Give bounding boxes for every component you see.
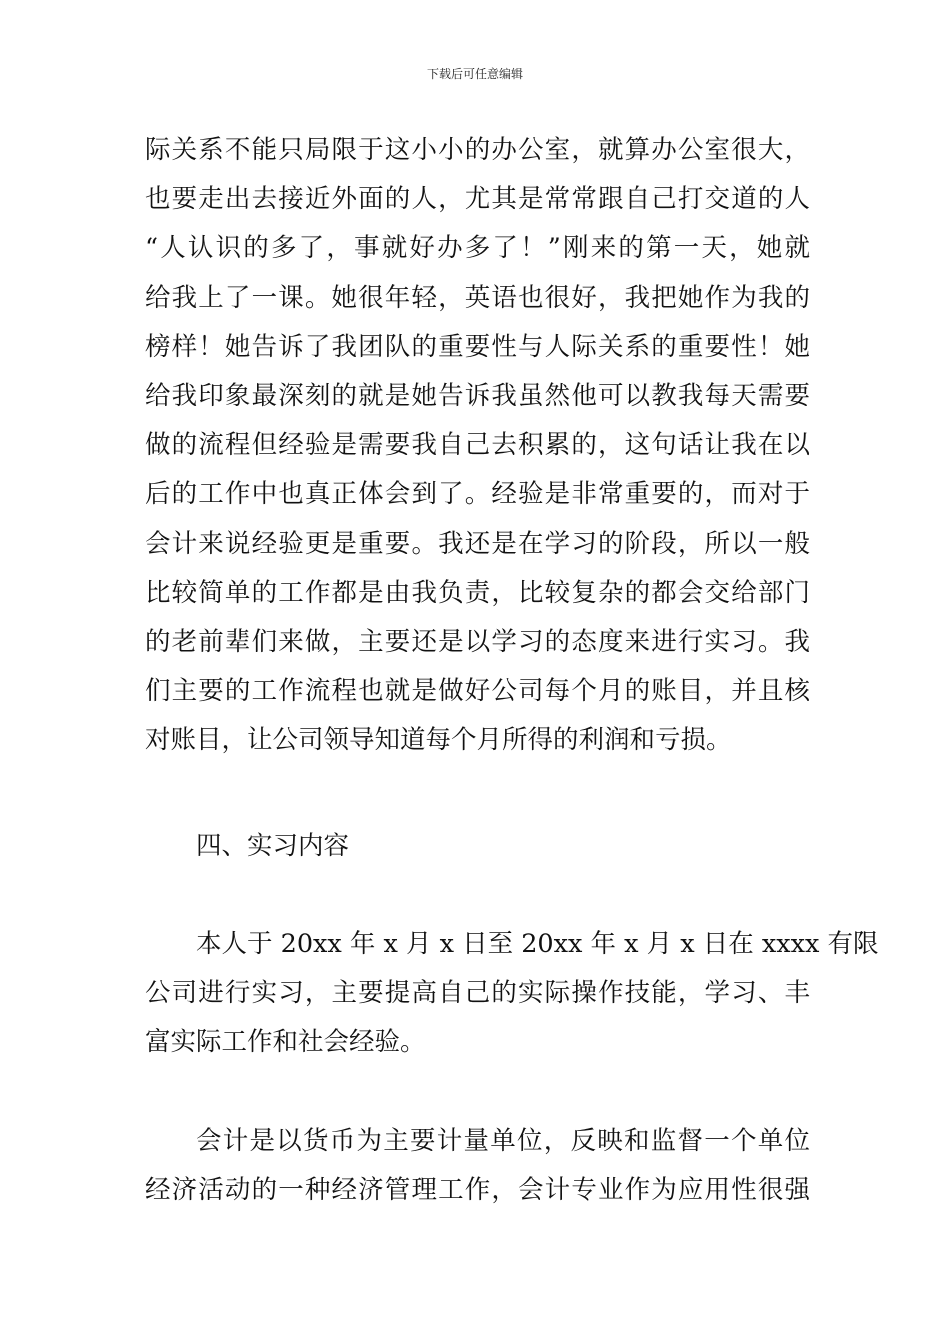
paragraph-line: 们主要的工作流程也就是做好公司每个月的账目，并且核: [145, 676, 810, 707]
paragraph-line: 后的工作中也真正体会到了。经验是非常重要的，而对于: [145, 479, 810, 510]
paragraph-line: 经济活动的一种经济管理工作，会计专业作为应用性很强: [145, 1175, 810, 1206]
paragraph-line: 会计来说经验更是重要。我还是在学习的阶段，所以一般: [145, 528, 810, 559]
section-heading: 四、实习内容: [196, 831, 350, 861]
paragraph-line: 做的流程但经验是需要我自己去积累的，这句话让我在以: [145, 430, 810, 461]
paragraph-line: 富实际工作和社会经验。: [145, 1027, 426, 1058]
paragraph-line: 给我上了一课。她很年轻，英语也很好，我把她作为我的: [145, 282, 810, 313]
paragraph-line: 给我印象最深刻的就是她告诉我虽然他可以教我每天需要: [145, 380, 810, 411]
paragraph-internship-content: [145, 920, 879, 1068]
paragraph-accounting-definition: [145, 1117, 810, 1215]
paragraph-interpersonal-relations: [145, 126, 810, 765]
paragraph-line: 际关系不能只局限于这小小的办公室，就算办公室很大，: [145, 135, 810, 165]
page-header-note: 下载后可任意编辑: [426, 67, 523, 81]
paragraph-line: 比较简单的工作都是由我负责，比较复杂的都会交给部门: [145, 577, 810, 608]
paragraph-line: 对账目，让公司领导知道每个月所得的利润和亏损。: [145, 725, 732, 756]
paragraph-line: 公司进行实习，主要提高自己的实际操作技能，学习、丰: [145, 978, 810, 1009]
paragraph-line: 本人于 20xx 年 x 月 x 日至 20xx 年 x 月 x 日在 xxxx 有限: [196, 929, 879, 959]
paragraph-line: 会计是以货币为主要计量单位，反映和监督一个单位: [196, 1126, 810, 1156]
paragraph-line: 榜样！她告诉了我团队的重要性与人际关系的重要性！她: [145, 331, 810, 362]
paragraph-line: 也要走出去接近外面的人，尤其是常常跟自己打交道的人: [145, 184, 810, 215]
paragraph-line: 的老前辈们来做，主要还是以学习的态度来进行实习。我: [145, 626, 810, 657]
paragraph-line: “人认识的多了，事就好办多了！”刚来的第一天，她就: [145, 233, 810, 264]
